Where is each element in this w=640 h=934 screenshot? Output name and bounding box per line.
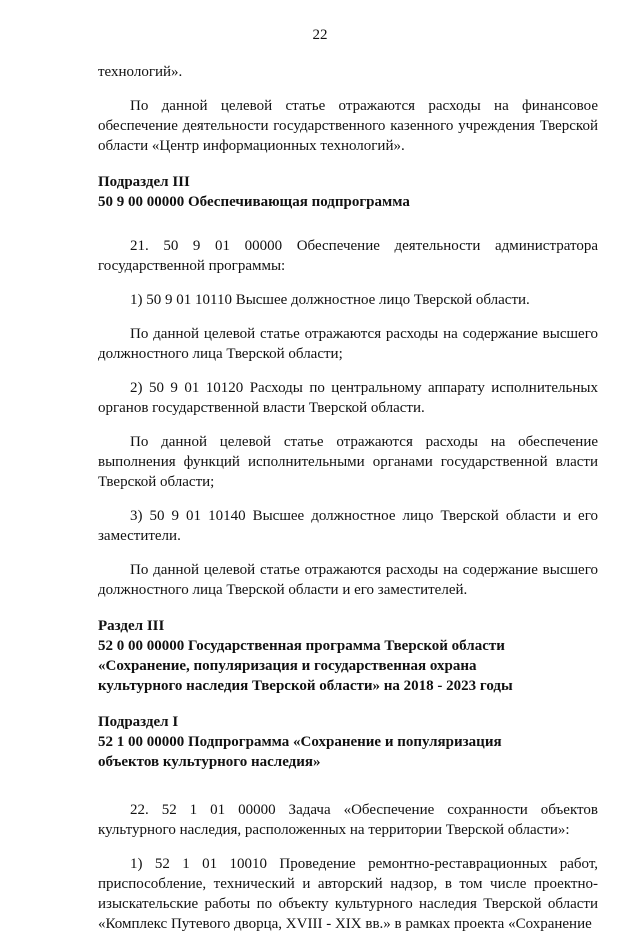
- item-21-intro: 21. 50 9 01 00000 Обеспечение деятельности администратора государственной программы:: [98, 238, 598, 274]
- heading-title: Подраздел I: [98, 714, 179, 730]
- document-body: [98, 62, 598, 934]
- section-3-heading: [98, 616, 598, 696]
- paragraph: 2) 50 9 01 10120 Расходы по центральному аппарату исполнительных органов государственной власти Тверской области.: [98, 380, 598, 416]
- paragraph: 1) 52 1 01 10010 Проведение ремонтно-реставрационных работ, приспособление, технический и авторский надзор, в том числе проектно-изыскательские работы по объекту культурного наследия Тверской области «Комплекс Путевого дворца, XVIII - XIX вв.» в рамках проекта «Сохранение: [98, 856, 598, 932]
- heading-title: Подраздел III: [98, 174, 190, 190]
- paragraph: По данной целевой статье отражаются расходы на содержание высшего должностного лица Тверской области;: [98, 326, 598, 362]
- heading-line: 52 0 00 00000 Государственная программа Тверской области: [98, 638, 505, 654]
- heading-title: Раздел III: [98, 618, 165, 634]
- paragraph: По данной целевой статье отражаются расходы на финансовое обеспечение деятельности государственного казенного учреждения Тверской области «Центр информационных технологий».: [98, 98, 598, 154]
- paragraph: 3) 50 9 01 10140 Высшее должностное лицо Тверской области и его заместители.: [98, 508, 598, 544]
- item-22-intro: 22. 52 1 01 00000 Задача «Обеспечение сохранности объектов культурного наследия, расположенных на территории Тверской области»:: [98, 802, 598, 838]
- heading-subtitle: 50 9 00 00000 Обеспечивающая подпрограмма: [98, 194, 410, 210]
- paragraph: 1) 50 9 01 10110 Высшее должностное лицо Тверской области.: [130, 292, 530, 308]
- subsection-3-heading: [98, 172, 598, 212]
- heading-line: объектов культурного наследия»: [98, 754, 321, 770]
- heading-line: «Сохранение, популяризация и государственная охрана: [98, 658, 477, 674]
- continued-text: технологий».: [98, 64, 183, 80]
- paragraph: По данной целевой статье отражаются расходы на обеспечение выполнения функций исполнительными органами государственной власти Тверской области;: [98, 434, 598, 490]
- page-number: 22: [312, 27, 328, 43]
- paragraph: По данной целевой статье отражаются расходы на содержание высшего должностного лица Тверской области и его заместителей.: [98, 562, 598, 598]
- heading-line: 52 1 00 00000 Подпрограмма «Сохранение и популяризация: [98, 734, 502, 750]
- heading-line: культурного наследия Тверской области» на 2018 - 2023 годы: [98, 678, 513, 694]
- subsection-1-heading: [98, 712, 598, 772]
